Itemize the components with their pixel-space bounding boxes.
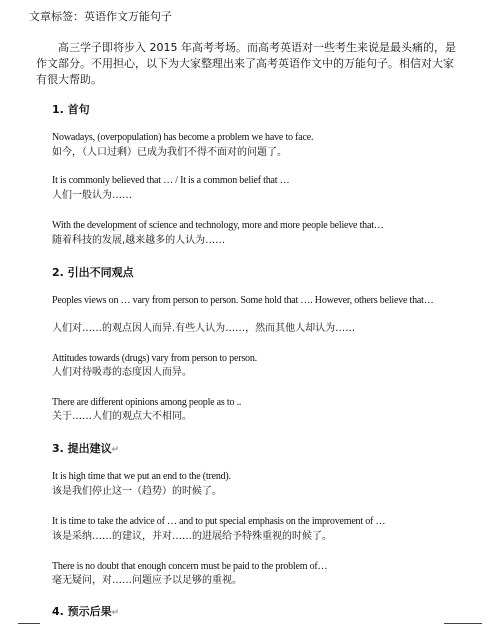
section-heading-1: 1. 首句 [52,103,90,116]
english-sentence: Peoples views on … vary from person to person. Some hold that …. However, others believe that… [52,295,434,306]
english-sentence: With the development of science and technology, more and more people believe that… [52,220,384,231]
chinese-translation: 人们对……的观点因人而异.有些人认为……，然而其他人却认为…… [52,323,356,334]
page-edge-rule-right [444,623,482,624]
page-edge-rule-left [18,623,40,624]
chinese-translation: 该是我们停止这一（趋势）的时候了。 [52,486,222,497]
chinese-translation: 毫无疑问，对……问题应予以足够的重视。 [52,575,242,586]
chinese-translation: 人们一般认为…… [52,190,132,201]
heading-text: 3. 提出建议 [52,442,112,455]
chinese-translation: 人们对待吸毒的态度因人而异。 [52,367,192,378]
chinese-translation: 如今，（人口过剩）已成为我们不得不面对的问题了。 [52,147,287,158]
chinese-translation: 该是采纳……的建议，并对……的进展给予特殊重视的时候了。 [52,531,332,542]
section-heading-3 [52,440,119,456]
section-heading-2: 2. 引出不同观点 [52,266,134,279]
english-sentence: Attitudes towards (drugs) vary from person to person. [52,353,257,364]
english-sentence: It is commonly believed that … / It is a common belief that … [52,175,290,186]
chinese-translation: 随着科技的发展,越来越多的人认为…… [52,235,226,246]
english-sentence: It is high time that we put an end to the (trend). [52,471,231,482]
intro-paragraph: 高三学子即将步入 2015 年高考考场。而高考英语对一些考生来说是最头痛的，是作文部分。不用担心，以下为大家整理出来了高考英语作文中的万能句子。相信对大家有很大帮助。 [36,41,456,86]
english-sentence: There are different opinions among people as to .. [52,397,242,408]
article-tag: 文章标签：英语作文万能句子 [29,10,172,23]
english-sentence: There is no doubt that enough concern must be paid to the problem of… [52,561,328,572]
section-heading-4 [52,603,119,619]
return-mark: ↵ [111,608,120,618]
english-sentence: Nowadays, (overpopulation) has become a problem we have to face. [52,132,314,143]
return-mark: ↵ [111,445,120,455]
english-sentence: It is time to take the advice of … and to put special emphasis on the improvement of … [52,516,386,527]
chinese-translation: 关于……人们的观点大不相同。 [52,411,192,422]
heading-text: 4. 预示后果 [52,605,112,618]
